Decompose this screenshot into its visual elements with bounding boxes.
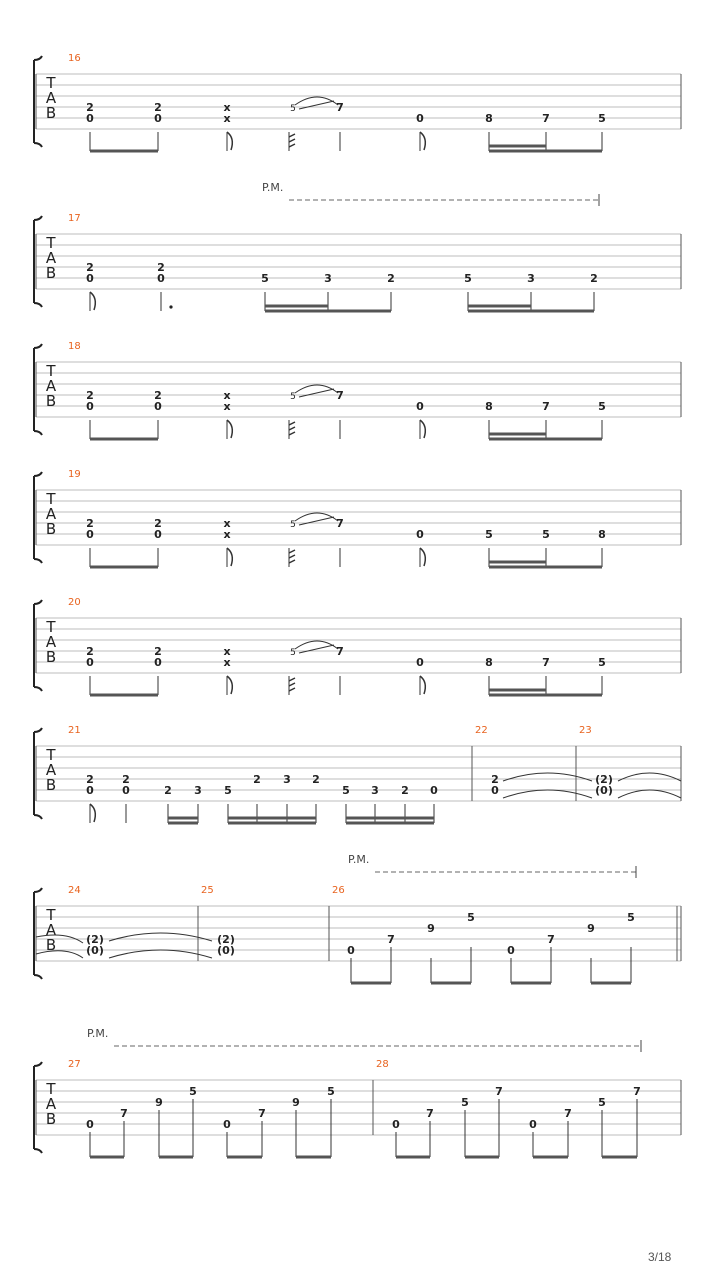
measure-number: 25	[201, 885, 214, 896]
fret-number: 0	[86, 1118, 94, 1131]
fret-number: 2	[401, 784, 409, 797]
system-bracket	[34, 728, 42, 819]
fret-number: x	[223, 101, 231, 114]
tie-arc	[503, 790, 592, 798]
tab-clef-letter: B	[45, 104, 57, 122]
fret-number: 2	[387, 272, 395, 285]
fret-number: 5	[464, 272, 472, 285]
fret-number: 2	[590, 272, 598, 285]
tab-clef-letter: A	[45, 1095, 57, 1113]
fret-number: 9	[427, 922, 435, 935]
fret-number: 2	[253, 773, 261, 786]
fret-number: x	[223, 112, 231, 125]
tab-clef-letter: B	[45, 776, 57, 794]
slide-line	[299, 645, 334, 653]
tab-system-21	[34, 725, 681, 823]
fret-number: 2	[157, 261, 165, 274]
fret-number: 0	[154, 528, 162, 541]
tie-arc	[295, 97, 338, 105]
note-flag	[90, 804, 95, 822]
fret-number: 7	[336, 389, 344, 402]
note-flag	[90, 292, 95, 310]
fret-number: 2	[86, 773, 94, 786]
slide-line	[299, 389, 334, 397]
measure-number: 24	[68, 885, 81, 896]
tremolo-slash	[289, 134, 295, 147]
fret-number: 0	[529, 1118, 537, 1131]
fret-number: 3	[527, 272, 535, 285]
fret-number: 5	[327, 1085, 335, 1098]
measure-number: 22	[475, 725, 488, 736]
fret-number: 5	[598, 400, 606, 413]
fret-number: 2	[154, 645, 162, 658]
fret-number: 3	[194, 784, 202, 797]
fret-number: 2	[154, 389, 162, 402]
fret-number: 0	[86, 272, 94, 285]
fret-number: x	[223, 389, 231, 402]
system-bracket	[34, 216, 42, 307]
note-flag	[420, 676, 425, 694]
tie-arc	[618, 790, 681, 798]
fret-number: 8	[598, 528, 606, 541]
fret-number: 2	[86, 517, 94, 530]
palm-mute-label: P.M.	[348, 853, 370, 866]
fret-number: 5	[542, 528, 550, 541]
fret-number: 9	[587, 922, 595, 935]
fret-number: 7	[495, 1085, 503, 1098]
palm-mute-label: P.M.	[262, 181, 284, 194]
tie-arc	[36, 951, 83, 958]
tab-clef-letter: B	[45, 936, 57, 954]
measure-number: 18	[68, 341, 81, 352]
tab-clef-letter: A	[45, 761, 57, 779]
fret-number: 0	[154, 112, 162, 125]
fret-number: 0	[223, 1118, 231, 1131]
fret-number: 7	[336, 645, 344, 658]
fret-number: 7	[120, 1107, 128, 1120]
fret-number: 0	[416, 528, 424, 541]
tab-clef-letter: T	[46, 618, 56, 636]
fret-number: 0	[86, 528, 94, 541]
measure-number: 23	[579, 725, 592, 736]
fret-number: 7	[258, 1107, 266, 1120]
fret-number: (0)	[217, 944, 235, 957]
fret-number: 5	[261, 272, 269, 285]
note-flag	[420, 420, 425, 438]
slide-line	[299, 517, 334, 525]
measure-number: 27	[68, 1059, 81, 1070]
fret-number: 2	[86, 101, 94, 114]
fret-number: 2	[86, 389, 94, 402]
tab-clef-letter: T	[46, 74, 56, 92]
fret-number: 5	[189, 1085, 197, 1098]
fret-number: 7	[633, 1085, 641, 1098]
fret-number: 5	[627, 911, 635, 924]
fret-number: 3	[324, 272, 332, 285]
tab-system-18	[34, 341, 681, 439]
tie-arc	[295, 385, 338, 393]
tab-clef-letter: T	[46, 234, 56, 252]
fret-number: 3	[283, 773, 291, 786]
fret-number: (2)	[217, 933, 235, 946]
tremolo-slash	[289, 550, 295, 563]
tie-arc	[503, 773, 592, 781]
measure-number: 17	[68, 213, 81, 224]
fret-number: 0	[416, 656, 424, 669]
fret-number: 0	[416, 400, 424, 413]
tab-clef-letter: A	[45, 89, 57, 107]
fret-number: 0	[154, 400, 162, 413]
fret-number: 0	[86, 400, 94, 413]
fret-number: x	[223, 400, 231, 413]
note-flag	[420, 132, 425, 150]
fret-number: 5	[290, 392, 296, 402]
tab-clef-letter: T	[46, 906, 56, 924]
fret-number: 5	[598, 112, 606, 125]
fret-number: 2	[122, 773, 130, 786]
system-bracket	[34, 888, 42, 979]
tab-clef-letter: B	[45, 1110, 57, 1128]
tab-system-24	[34, 853, 681, 983]
fret-number: x	[223, 645, 231, 658]
page-number: 3/18	[648, 1250, 672, 1264]
measure-number: 21	[68, 725, 81, 736]
note-flag	[227, 676, 232, 694]
fret-number: 5	[461, 1096, 469, 1109]
fret-number: (0)	[595, 784, 613, 797]
slide-line	[299, 101, 334, 109]
fret-number: 5	[485, 528, 493, 541]
fret-number: 3	[371, 784, 379, 797]
fret-number: (0)	[86, 944, 104, 957]
fret-number: 5	[290, 648, 296, 658]
tab-clef-letter: T	[46, 1080, 56, 1098]
fret-number: 7	[387, 933, 395, 946]
tab-clef-letter: T	[46, 746, 56, 764]
tab-system-27	[34, 1027, 681, 1157]
fret-number: (2)	[595, 773, 613, 786]
measure-number: 16	[68, 53, 81, 64]
tab-clef-letter: T	[46, 490, 56, 508]
tremolo-slash	[289, 678, 295, 691]
tie-arc	[109, 933, 212, 941]
tab-clef-letter: B	[45, 392, 57, 410]
tab-clef-letter: A	[45, 921, 57, 939]
fret-number: 0	[491, 784, 499, 797]
tab-clef-letter: A	[45, 505, 57, 523]
note-flag	[227, 548, 232, 566]
system-bracket	[34, 56, 42, 147]
fret-number: 9	[155, 1096, 163, 1109]
fret-number: 9	[292, 1096, 300, 1109]
tab-system-16	[34, 53, 681, 151]
fret-number: 0	[86, 656, 94, 669]
fret-number: 0	[392, 1118, 400, 1131]
tab-clef-letter: T	[46, 362, 56, 380]
tab-clef-letter: A	[45, 249, 57, 267]
fret-number: x	[223, 656, 231, 669]
note-flag	[227, 420, 232, 438]
tie-arc	[295, 641, 338, 649]
measure-number: 26	[332, 885, 345, 896]
tab-system-20	[34, 597, 681, 695]
tremolo-slash	[289, 422, 295, 435]
tab-clef-letter: B	[45, 264, 57, 282]
fret-number: 7	[336, 101, 344, 114]
fret-number: 0	[154, 656, 162, 669]
tie-arc	[109, 950, 212, 958]
fret-number: 2	[164, 784, 172, 797]
fret-number: 5	[224, 784, 232, 797]
fret-number: 7	[564, 1107, 572, 1120]
fret-number: 0	[157, 272, 165, 285]
tie-arc	[618, 773, 681, 781]
fret-number: 2	[86, 261, 94, 274]
fret-number: 7	[547, 933, 555, 946]
fret-number: x	[223, 517, 231, 530]
system-bracket	[34, 472, 42, 563]
fret-number: 5	[290, 104, 296, 114]
fret-number: 7	[426, 1107, 434, 1120]
tab-clef-letter: B	[45, 520, 57, 538]
fret-number: 8	[485, 112, 493, 125]
fret-number: (2)	[86, 933, 104, 946]
tab-clef-letter: B	[45, 648, 57, 666]
fret-number: 5	[290, 520, 296, 530]
fret-number: 5	[342, 784, 350, 797]
measure-number: 20	[68, 597, 81, 608]
fret-number: 7	[542, 656, 550, 669]
dot	[169, 305, 172, 308]
fret-number: 7	[336, 517, 344, 530]
fret-number: 0	[507, 944, 515, 957]
tab-clef-letter: A	[45, 377, 57, 395]
tab-system-19	[34, 469, 681, 567]
measure-number: 19	[68, 469, 81, 480]
fret-number: 0	[86, 112, 94, 125]
fret-number: 2	[86, 645, 94, 658]
fret-number: 2	[312, 773, 320, 786]
note-flag	[227, 132, 232, 150]
fret-number: 0	[430, 784, 438, 797]
fret-number: 5	[467, 911, 475, 924]
fret-number: x	[223, 528, 231, 541]
system-bracket	[34, 1062, 42, 1153]
fret-number: 0	[416, 112, 424, 125]
fret-number: 2	[154, 517, 162, 530]
fret-number: 8	[485, 656, 493, 669]
palm-mute-label: P.M.	[87, 1027, 109, 1040]
fret-number: 7	[542, 112, 550, 125]
fret-number: 0	[347, 944, 355, 957]
fret-number: 5	[598, 1096, 606, 1109]
fret-number: 2	[154, 101, 162, 114]
system-bracket	[34, 344, 42, 435]
fret-number: 0	[86, 784, 94, 797]
fret-number: 7	[542, 400, 550, 413]
tie-arc	[295, 513, 338, 521]
tab-clef-letter: A	[45, 633, 57, 651]
measure-number: 28	[376, 1059, 389, 1070]
tab-system-17	[34, 181, 681, 311]
fret-number: 0	[122, 784, 130, 797]
system-bracket	[34, 600, 42, 691]
note-flag	[420, 548, 425, 566]
fret-number: 5	[598, 656, 606, 669]
fret-number: 2	[491, 773, 499, 786]
fret-number: 8	[485, 400, 493, 413]
